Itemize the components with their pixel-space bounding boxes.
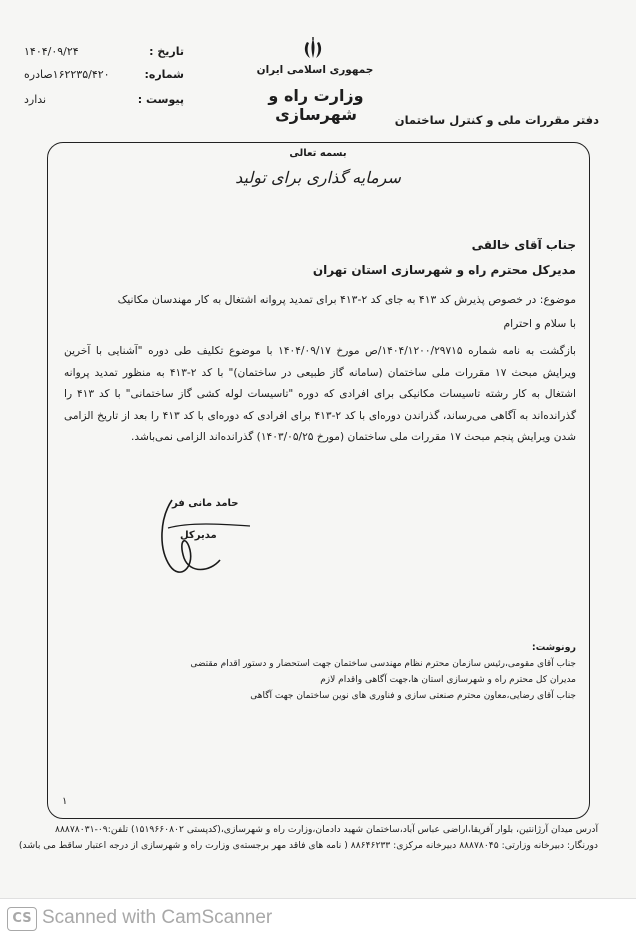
iran-emblem-icon: [300, 36, 326, 62]
addressee-title: مدیرکل محترم راه و شهرسازی استان تهران: [312, 263, 576, 277]
attachment-value: ندارد: [24, 93, 47, 106]
footer-address: آدرس میدان آرژانتین، بلوار آفریقا،اراضی عباس آباد،ساختمان شهید دادمان،وزارت راه و شهرسازی،(کدپستی ۱۵۱۹۶۶۰۸۰۲) تلفن:۰۹-۸۸۸۷۸۰۳۱: [55, 824, 598, 835]
camscanner-logo-icon: CS: [7, 907, 37, 931]
attachment-label: پیوست :: [137, 93, 184, 106]
letter-body: بازگشت به نامه شماره ۱۴۰۴/۱۲۰۰/۲۹۷۱۵/ص مورخ ۱۴۰۴/۰۹/۱۷ با موضوع تکلیف طی دوره "آشنایی با آخرین ویرایش مبحث ۱۷ مقررات ملی ساختمان (سامانه گاز طبیعی در ساختمان)" با کد ۲-۴۱۳ به منظور تمدید پروانه اشتغال به کار رشته تاسیسات مکانیکی برای افرادی که دوره "تاسیسات لوله کشی گاز ساختمانی" با کد ۴۱۳ را گذرانده‌اند به آگاهی می‌رساند، گذراندن دوره‌ای با کد ۲-۴۱۳ برای افرادی که دوره‌ای با کد ۴۱۳ را بعد از تاریخ الزامی شدن ویرایش پنجم مبحث ۱۷ مقررات ملی ساختمان (مورخ ۱۴۰۳/۰۵/۲۵) گذرانده‌اند الزامی نمی‌باشد.: [64, 345, 577, 443]
date-label: تاریخ :: [149, 45, 184, 58]
signature: [150, 488, 270, 588]
cc-item: جناب آقای مقومی،رئیس سازمان محترم نظام مهندسی ساختمان جهت استحضار و دستور اقدام مقتضی: [190, 659, 576, 669]
subject-line: موضوع: در خصوص پذیرش کد ۴۱۳ به جای کد ۲-۴۱۳ برای تمدید پروانه اشتغال به کار مهندسان مکانیک: [117, 293, 576, 306]
attachment-row: [24, 93, 184, 106]
number-label: شماره:: [144, 68, 184, 81]
cc-item: جناب آقای رضایی،معاون محترم صنعتی سازی و فناوری های نوین ساختمان جهت آگاهی: [250, 691, 576, 701]
scanner-watermark-text: Scanned with CamScanner: [42, 907, 273, 928]
number-row: [24, 68, 184, 81]
slogan: سرمایه گذاری برای تولید: [235, 168, 401, 187]
signature-name: حامد مانی فر: [172, 498, 239, 509]
page-number: ۱: [62, 796, 68, 807]
footer-contact: دورنگار: دبیرخانه وزارتی: ۸۸۸۷۸۰۴۵ دبیرخانه مرکزی: ۸۸۶۴۶۲۳۳ ( نامه های فاقد مهر برجسته‌ی وزارت راه و شهرسازی از درجه اعتبار ساقط می باشد): [18, 840, 598, 851]
number-value: ۱۶۲۲۳۵/۴۲۰صادره: [24, 68, 110, 81]
signature-title: مدیرکل: [180, 530, 217, 541]
date-value: ۱۴۰۴/۰۹/۲۴: [24, 45, 79, 58]
bismillah: بسمه تعالی: [289, 148, 347, 159]
cc-item: مدیران کل محترم راه و شهرسازی استان ها،جهت آگاهی واقدام لازم: [320, 675, 576, 685]
cc-list: [190, 656, 576, 704]
government-title: جمهوری اسلامی ایران: [256, 64, 374, 76]
date-row: [24, 45, 184, 58]
cc-title: رونوشت:: [531, 642, 576, 653]
greeting: با سلام و احترام: [503, 317, 576, 330]
scanner-watermark-bar: [0, 898, 636, 940]
office-title: دفتر مقررات ملی و کنترل ساختمان: [394, 113, 599, 127]
addressee-name: جناب آقای خالقی: [471, 238, 576, 252]
ministry-title: وزارت راه و شهرسازی: [268, 86, 364, 124]
